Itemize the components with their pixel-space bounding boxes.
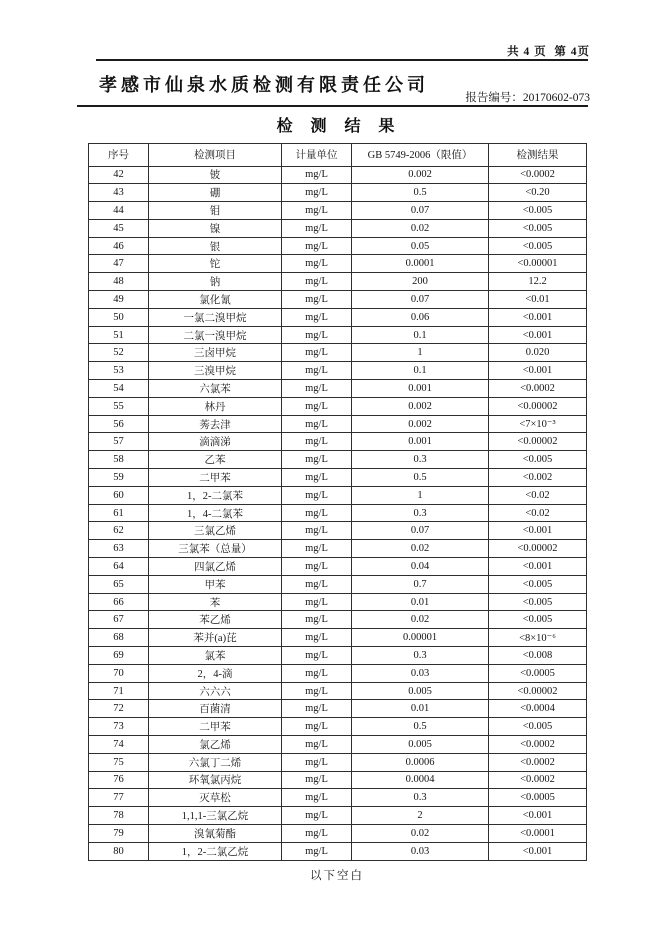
table-row xyxy=(89,202,587,220)
table-row xyxy=(89,469,587,487)
table-row xyxy=(89,824,587,842)
cell-seq: 67 xyxy=(89,611,149,629)
cell-seq: 72 xyxy=(89,700,149,718)
cell-seq: 66 xyxy=(89,593,149,611)
report-number xyxy=(465,89,590,105)
cell-seq: 61 xyxy=(89,504,149,522)
cell-unit: mg/L xyxy=(282,397,352,415)
cell-unit: mg/L xyxy=(282,255,352,273)
table-row xyxy=(89,664,587,682)
cell-result: <0.02 xyxy=(489,504,587,522)
cell-unit: mg/L xyxy=(282,469,352,487)
cell-result: <0.00002 xyxy=(489,397,587,415)
table-row xyxy=(89,184,587,202)
cell-seq: 49 xyxy=(89,291,149,309)
cell-unit: mg/L xyxy=(282,202,352,220)
cell-result: <0.001 xyxy=(489,558,587,576)
cell-item: 硼 xyxy=(149,184,282,202)
cell-item: 四氯乙烯 xyxy=(149,558,282,576)
cell-item: 乙苯 xyxy=(149,451,282,469)
cell-result: <0.001 xyxy=(489,842,587,860)
cell-limit: 0.01 xyxy=(352,593,489,611)
column-header-item: 检测项目 xyxy=(149,144,282,167)
cell-item: 氯化氰 xyxy=(149,291,282,309)
cell-limit: 0.02 xyxy=(352,824,489,842)
table-row xyxy=(89,362,587,380)
cell-result: <0.00002 xyxy=(489,682,587,700)
cell-unit: mg/L xyxy=(282,575,352,593)
cell-item: 三溴甲烷 xyxy=(149,362,282,380)
table-row xyxy=(89,593,587,611)
cell-result: <0.00002 xyxy=(489,540,587,558)
table-row xyxy=(89,415,587,433)
column-header-unit: 计量单位 xyxy=(282,144,352,167)
cell-item: 莠去津 xyxy=(149,415,282,433)
cell-result: <0.005 xyxy=(489,219,587,237)
footer-note: 以下空白 xyxy=(310,870,364,882)
cell-item: 六氯丁二烯 xyxy=(149,753,282,771)
cell-item: 三氯苯（总量） xyxy=(149,540,282,558)
cell-item: 铊 xyxy=(149,255,282,273)
cell-item: 灭草松 xyxy=(149,789,282,807)
cell-result: <7×10⁻³ xyxy=(489,415,587,433)
table-row xyxy=(89,771,587,789)
table-row xyxy=(89,451,587,469)
cell-result: <0.005 xyxy=(489,718,587,736)
cell-result: <0.0004 xyxy=(489,700,587,718)
cell-unit: mg/L xyxy=(282,540,352,558)
cell-seq: 68 xyxy=(89,629,149,647)
cell-item: 溴氰菊酯 xyxy=(149,824,282,842)
cell-seq: 59 xyxy=(89,469,149,487)
cell-limit: 0.0006 xyxy=(352,753,489,771)
cell-item: 苯 xyxy=(149,593,282,611)
cell-result: <0.0001 xyxy=(489,824,587,842)
cell-item: 滴滴涕 xyxy=(149,433,282,451)
cell-seq: 46 xyxy=(89,237,149,255)
table-row xyxy=(89,486,587,504)
page-title: 检 测 结 果 xyxy=(276,118,398,135)
cell-item: 苯乙烯 xyxy=(149,611,282,629)
table-row xyxy=(89,344,587,362)
table-row xyxy=(89,807,587,825)
table-row xyxy=(89,273,587,291)
cell-result: <0.001 xyxy=(489,326,587,344)
cell-seq: 80 xyxy=(89,842,149,860)
cell-limit: 0.1 xyxy=(352,362,489,380)
cell-result: <0.001 xyxy=(489,362,587,380)
report-number-value: 20170602-073 xyxy=(522,92,590,104)
cell-unit: mg/L xyxy=(282,593,352,611)
cell-item: 钼 xyxy=(149,202,282,220)
cell-item: 三卤甲烷 xyxy=(149,344,282,362)
cell-item: 银 xyxy=(149,237,282,255)
cell-seq: 70 xyxy=(89,664,149,682)
cell-seq: 54 xyxy=(89,380,149,398)
cell-result: <0.005 xyxy=(489,202,587,220)
cell-limit: 0.3 xyxy=(352,451,489,469)
table-row xyxy=(89,522,587,540)
cell-unit: mg/L xyxy=(282,824,352,842)
cell-seq: 55 xyxy=(89,397,149,415)
cell-result: <0.0002 xyxy=(489,736,587,754)
cell-seq: 63 xyxy=(89,540,149,558)
cell-limit: 200 xyxy=(352,273,489,291)
cell-item: 氯乙烯 xyxy=(149,736,282,754)
cell-item: 三氯乙烯 xyxy=(149,522,282,540)
table-row xyxy=(89,326,587,344)
cell-limit: 0.005 xyxy=(352,736,489,754)
cell-result: <0.005 xyxy=(489,593,587,611)
table-row xyxy=(89,166,587,184)
cell-unit: mg/L xyxy=(282,273,352,291)
table-row xyxy=(89,736,587,754)
cell-item: 甲苯 xyxy=(149,575,282,593)
cell-result: <0.20 xyxy=(489,184,587,202)
cell-unit: mg/L xyxy=(282,807,352,825)
cell-item: 二甲苯 xyxy=(149,718,282,736)
table-row xyxy=(89,629,587,647)
cell-unit: mg/L xyxy=(282,308,352,326)
cell-item: 镍 xyxy=(149,219,282,237)
cell-limit: 0.07 xyxy=(352,522,489,540)
cell-result: <0.0002 xyxy=(489,753,587,771)
table-row xyxy=(89,753,587,771)
cell-item: 二氯一溴甲烷 xyxy=(149,326,282,344)
cell-seq: 79 xyxy=(89,824,149,842)
cell-unit: mg/L xyxy=(282,700,352,718)
cell-limit: 0.02 xyxy=(352,611,489,629)
cell-unit: mg/L xyxy=(282,753,352,771)
cell-item: 一氯二溴甲烷 xyxy=(149,308,282,326)
table-row xyxy=(89,504,587,522)
cell-seq: 65 xyxy=(89,575,149,593)
cell-result: <0.001 xyxy=(489,522,587,540)
cell-limit: 0.3 xyxy=(352,789,489,807)
cell-limit: 0.005 xyxy=(352,682,489,700)
cell-unit: mg/L xyxy=(282,504,352,522)
cell-result: <0.005 xyxy=(489,611,587,629)
table-row xyxy=(89,682,587,700)
cell-result: <0.0005 xyxy=(489,664,587,682)
table-row xyxy=(89,540,587,558)
cell-limit: 0.03 xyxy=(352,842,489,860)
cell-limit: 1 xyxy=(352,344,489,362)
cell-item: 六氯苯 xyxy=(149,380,282,398)
cell-item: 苯并(a)芘 xyxy=(149,629,282,647)
column-header-result: 检测结果 xyxy=(489,144,587,167)
cell-seq: 48 xyxy=(89,273,149,291)
cell-limit: 0.04 xyxy=(352,558,489,576)
cell-seq: 50 xyxy=(89,308,149,326)
cell-limit: 0.001 xyxy=(352,380,489,398)
cell-seq: 51 xyxy=(89,326,149,344)
pagination-text: 共 4 页 第 4页 xyxy=(507,46,590,58)
header-rule-top xyxy=(96,59,588,61)
cell-result: 0.020 xyxy=(489,344,587,362)
table-row xyxy=(89,842,587,860)
cell-result: <0.005 xyxy=(489,575,587,593)
cell-result: <0.005 xyxy=(489,237,587,255)
table-row xyxy=(89,237,587,255)
cell-limit: 0.01 xyxy=(352,700,489,718)
cell-unit: mg/L xyxy=(282,789,352,807)
cell-result: <0.002 xyxy=(489,469,587,487)
cell-limit: 2 xyxy=(352,807,489,825)
table-row xyxy=(89,255,587,273)
table-row xyxy=(89,575,587,593)
results-table xyxy=(88,143,587,861)
column-header-seq: 序号 xyxy=(89,144,149,167)
cell-unit: mg/L xyxy=(282,647,352,665)
cell-seq: 47 xyxy=(89,255,149,273)
cell-seq: 64 xyxy=(89,558,149,576)
cell-item: 2，4-滴 xyxy=(149,664,282,682)
cell-seq: 52 xyxy=(89,344,149,362)
cell-seq: 75 xyxy=(89,753,149,771)
cell-unit: mg/L xyxy=(282,326,352,344)
cell-limit: 0.1 xyxy=(352,326,489,344)
cell-seq: 74 xyxy=(89,736,149,754)
cell-result: <0.008 xyxy=(489,647,587,665)
cell-unit: mg/L xyxy=(282,842,352,860)
cell-limit: 1 xyxy=(352,486,489,504)
cell-unit: mg/L xyxy=(282,184,352,202)
cell-result: <0.0002 xyxy=(489,166,587,184)
cell-seq: 45 xyxy=(89,219,149,237)
cell-result: <0.02 xyxy=(489,486,587,504)
header-rule-bottom xyxy=(77,105,588,107)
cell-item: 氯苯 xyxy=(149,647,282,665)
cell-limit: 0.05 xyxy=(352,237,489,255)
cell-seq: 44 xyxy=(89,202,149,220)
cell-unit: mg/L xyxy=(282,291,352,309)
cell-seq: 43 xyxy=(89,184,149,202)
cell-seq: 42 xyxy=(89,166,149,184)
cell-item: 铍 xyxy=(149,166,282,184)
cell-item: 钠 xyxy=(149,273,282,291)
cell-unit: mg/L xyxy=(282,166,352,184)
cell-unit: mg/L xyxy=(282,718,352,736)
cell-result: <0.001 xyxy=(489,308,587,326)
table-row xyxy=(89,789,587,807)
table-row xyxy=(89,558,587,576)
cell-unit: mg/L xyxy=(282,344,352,362)
cell-result: <0.0002 xyxy=(489,771,587,789)
cell-unit: mg/L xyxy=(282,771,352,789)
cell-unit: mg/L xyxy=(282,736,352,754)
cell-limit: 0.002 xyxy=(352,415,489,433)
cell-seq: 57 xyxy=(89,433,149,451)
cell-limit: 0.5 xyxy=(352,718,489,736)
cell-item: 六六六 xyxy=(149,682,282,700)
table-row xyxy=(89,219,587,237)
cell-seq: 77 xyxy=(89,789,149,807)
cell-limit: 0.3 xyxy=(352,504,489,522)
cell-unit: mg/L xyxy=(282,522,352,540)
cell-unit: mg/L xyxy=(282,433,352,451)
cell-unit: mg/L xyxy=(282,380,352,398)
cell-limit: 0.03 xyxy=(352,664,489,682)
cell-item: 环氧氯丙烷 xyxy=(149,771,282,789)
cell-unit: mg/L xyxy=(282,682,352,700)
report-number-label: 报告编号： xyxy=(465,92,523,104)
cell-result: <0.00002 xyxy=(489,433,587,451)
cell-seq: 53 xyxy=(89,362,149,380)
cell-unit: mg/L xyxy=(282,415,352,433)
cell-limit: 0.02 xyxy=(352,219,489,237)
cell-result: <0.00001 xyxy=(489,255,587,273)
cell-seq: 58 xyxy=(89,451,149,469)
cell-seq: 73 xyxy=(89,718,149,736)
cell-unit: mg/L xyxy=(282,629,352,647)
cell-seq: 69 xyxy=(89,647,149,665)
cell-seq: 76 xyxy=(89,771,149,789)
header-row xyxy=(89,144,587,167)
cell-result: <8×10⁻⁶ xyxy=(489,629,587,647)
cell-item: 林丹 xyxy=(149,397,282,415)
cell-seq: 60 xyxy=(89,486,149,504)
cell-limit: 0.7 xyxy=(352,575,489,593)
cell-unit: mg/L xyxy=(282,451,352,469)
table-row xyxy=(89,611,587,629)
cell-limit: 0.002 xyxy=(352,166,489,184)
cell-item: 二甲苯 xyxy=(149,469,282,487)
cell-item: 1，2-二氯乙烷 xyxy=(149,842,282,860)
cell-unit: mg/L xyxy=(282,558,352,576)
results-table-body xyxy=(89,166,587,860)
company-name: 孝感市仙泉水质检测有限责任公司 xyxy=(99,75,429,95)
table-row xyxy=(89,647,587,665)
cell-limit: 0.02 xyxy=(352,540,489,558)
table-row xyxy=(89,397,587,415)
cell-item: 1,1,1-三氯乙烷 xyxy=(149,807,282,825)
table-row xyxy=(89,380,587,398)
cell-result: <0.0005 xyxy=(489,789,587,807)
table-row xyxy=(89,718,587,736)
cell-limit: 0.001 xyxy=(352,433,489,451)
table-row xyxy=(89,308,587,326)
column-header-limit: GB 5749-2006（限值） xyxy=(352,144,489,167)
cell-item: 1，2-二氯苯 xyxy=(149,486,282,504)
cell-limit: 0.3 xyxy=(352,647,489,665)
cell-result: <0.0002 xyxy=(489,380,587,398)
cell-result: <0.005 xyxy=(489,451,587,469)
cell-limit: 0.07 xyxy=(352,202,489,220)
cell-item: 1，4-二氯苯 xyxy=(149,504,282,522)
cell-unit: mg/L xyxy=(282,362,352,380)
cell-seq: 78 xyxy=(89,807,149,825)
cell-limit: 0.0004 xyxy=(352,771,489,789)
cell-seq: 62 xyxy=(89,522,149,540)
results-table-header xyxy=(89,144,587,167)
cell-limit: 0.00001 xyxy=(352,629,489,647)
cell-limit: 0.06 xyxy=(352,308,489,326)
cell-limit: 0.5 xyxy=(352,469,489,487)
cell-limit: 0.002 xyxy=(352,397,489,415)
cell-seq: 71 xyxy=(89,682,149,700)
cell-unit: mg/L xyxy=(282,237,352,255)
table-row xyxy=(89,433,587,451)
cell-unit: mg/L xyxy=(282,219,352,237)
cell-unit: mg/L xyxy=(282,611,352,629)
table-row xyxy=(89,700,587,718)
cell-limit: 0.0001 xyxy=(352,255,489,273)
cell-result: 12.2 xyxy=(489,273,587,291)
table-row xyxy=(89,291,587,309)
cell-result: <0.01 xyxy=(489,291,587,309)
cell-limit: 0.07 xyxy=(352,291,489,309)
cell-item: 百菌清 xyxy=(149,700,282,718)
cell-unit: mg/L xyxy=(282,664,352,682)
cell-seq: 56 xyxy=(89,415,149,433)
cell-limit: 0.5 xyxy=(352,184,489,202)
cell-unit: mg/L xyxy=(282,486,352,504)
cell-result: <0.001 xyxy=(489,807,587,825)
